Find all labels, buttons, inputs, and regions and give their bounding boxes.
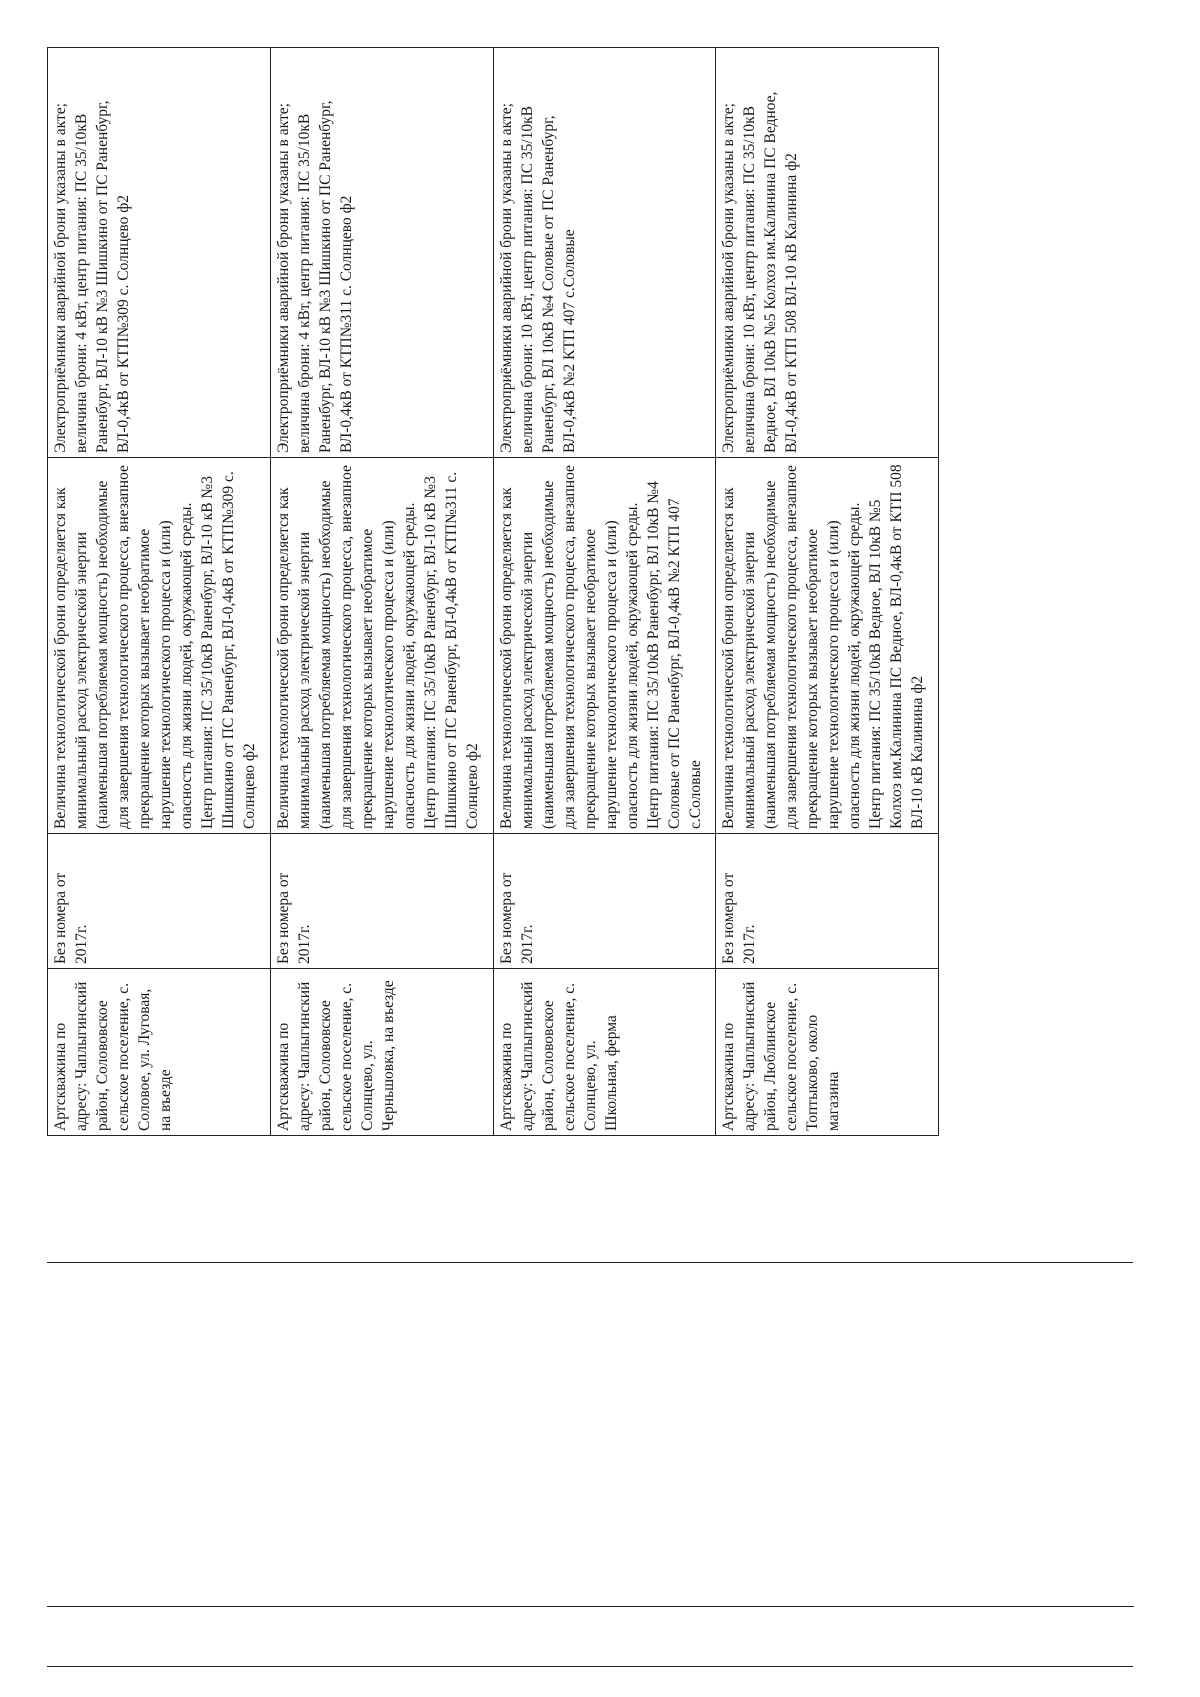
- tech-reserve-cell: Величина технологической брони определяется как минимальный расход электрической энергии (наименьшая потребляемая мощность) необходимые для завершения технологического процесса, внезапное прекращение которых вызывает необратимое нарушение технологического процесса и (или) опасность для жизни людей, окружающей среды. Центр питания: ПС 35/10кВ Раненбург, ВЛ-10 кВ №3 Шишкино от ПС Раненбург, ВЛ-0,4кВ от КТП№309 с. Солнцево ф2: [48, 458, 271, 834]
- table-row: [48, 48, 271, 1136]
- table-row: [270, 48, 493, 1136]
- address-cell: Артскважина по адресу: Чаплыгинский район, Солововское сельское поселение, с. Соловое, ул. Луговая, на въезде: [48, 969, 271, 1136]
- emergency-reserve-cell: Электроприёмники аварийной брони указаны в акте; величина брони: 10 кВт, центр питания: ПС 35/10кВ Ведное, ВЛ 10кВ №5 Колхоз им.Калинина ПС Ведное, ВЛ-0,4кВ от КТП 508 ВЛ-10 кВ Калинина ф2: [716, 48, 939, 458]
- document-cell: Без номера от 2017г.: [493, 834, 716, 969]
- table-row: [716, 48, 939, 1136]
- table-rotation-frame: [47, 48, 939, 1136]
- horizontal-rule: [47, 1666, 1133, 1667]
- tech-reserve-cell: Величина технологической брони определяется как минимальный расход электрической энергии (наименьшая потребляемая мощность) необходимые для завершения технологического процесса, внезапное прекращение которых вызывает необратимое нарушение технологического процесса и (или) опасность для жизни людей, окружающей среды. Центр питания: ПС 35/10кВ Раненбург, ВЛ-10 кВ №3 Шишкино от ПС Раненбург, ВЛ-0,4кВ от КТП№311 с. Солнцево ф2: [270, 458, 493, 834]
- tech-reserve-cell: Величина технологической брони определяется как минимальный расход электрической энергии (наименьшая потребляемая мощность) необходимые для завершения технологического процесса, внезапное прекращение которых вызывает необратимое нарушение технологического процесса и (или) опасность для жизни людей, окружающей среды. Центр питания: ПС 35/10кВ Раненбург, ВЛ 10кВ №4 Соловые от ПС Раненбург, ВЛ-0,4кВ №2 КТП 407 с.Соловые: [493, 458, 716, 834]
- power-reserve-table: [47, 47, 939, 1136]
- horizontal-rule: [47, 1606, 1134, 1607]
- address-cell: Артскважина по адресу: Чаплыгинский район, Солововское сельское поселение, с. Солнцево, ул. Школьная, ферма: [493, 969, 716, 1136]
- address-cell: Артскважина по адресу: Чаплыгинский район, Солововское сельское поселение, с. Солнцево, ул. Черньшовка, на въезде: [270, 969, 493, 1136]
- address-cell: Артскважина по адресу: Чаплыгинский район, Люблинское сельское поселение, с. Топтыково, около магазина: [716, 969, 939, 1136]
- emergency-reserve-cell: Электроприёмники аварийной брони указаны в акте; величина брони: 10 кВт, центр питания: ПС 35/10кВ Раненбург, ВЛ 10кВ №4 Соловые от ПС Раненбург, ВЛ-0,4кВ №2 КТП 407 с.Соловые: [493, 48, 716, 458]
- table-row: [493, 48, 716, 1136]
- document-cell: Без номера от 2017г.: [270, 834, 493, 969]
- horizontal-rule: [47, 1262, 1133, 1263]
- document-cell: Без номера от 2017г.: [48, 834, 271, 969]
- emergency-reserve-cell: Электроприёмники аварийной брони указаны в акте; величина брони: 4 кВт, центр питания: ПС 35/10кВ Раненбург, ВЛ-10 кВ №3 Шишкино от ПС Раненбург, ВЛ-0,4кВ от КТП№309 с. Солнцево ф2: [48, 48, 271, 458]
- rotated-table-container: [47, 48, 1135, 1131]
- tech-reserve-cell: Величина технологической брони определяется как минимальный расход электрической энергии (наименьшая потребляемая мощность) необходимые для завершения технологического процесса, внезапное прекращение которых вызывает необратимое нарушение технологического процесса и (или) опасность для жизни людей, окружающей среды. Центр питания: ПС 35/10кВ Ведное, ВЛ 10кВ №5 Колхоз им.Калинина ПС Ведное, ВЛ-0,4кВ от КТП 508 ВЛ-10 кВ Калинина ф2: [716, 458, 939, 834]
- document-cell: Без номера от 2017г.: [716, 834, 939, 969]
- emergency-reserve-cell: Электроприёмники аварийной брони указаны в акте; величина брони: 4 кВт, центр питания: ПС 35/10кВ Раненбург, ВЛ-10 кВ №3 Шишкино от ПС Раненбург, ВЛ-0,4кВ от КТП№311 с. Солнцево ф2: [270, 48, 493, 458]
